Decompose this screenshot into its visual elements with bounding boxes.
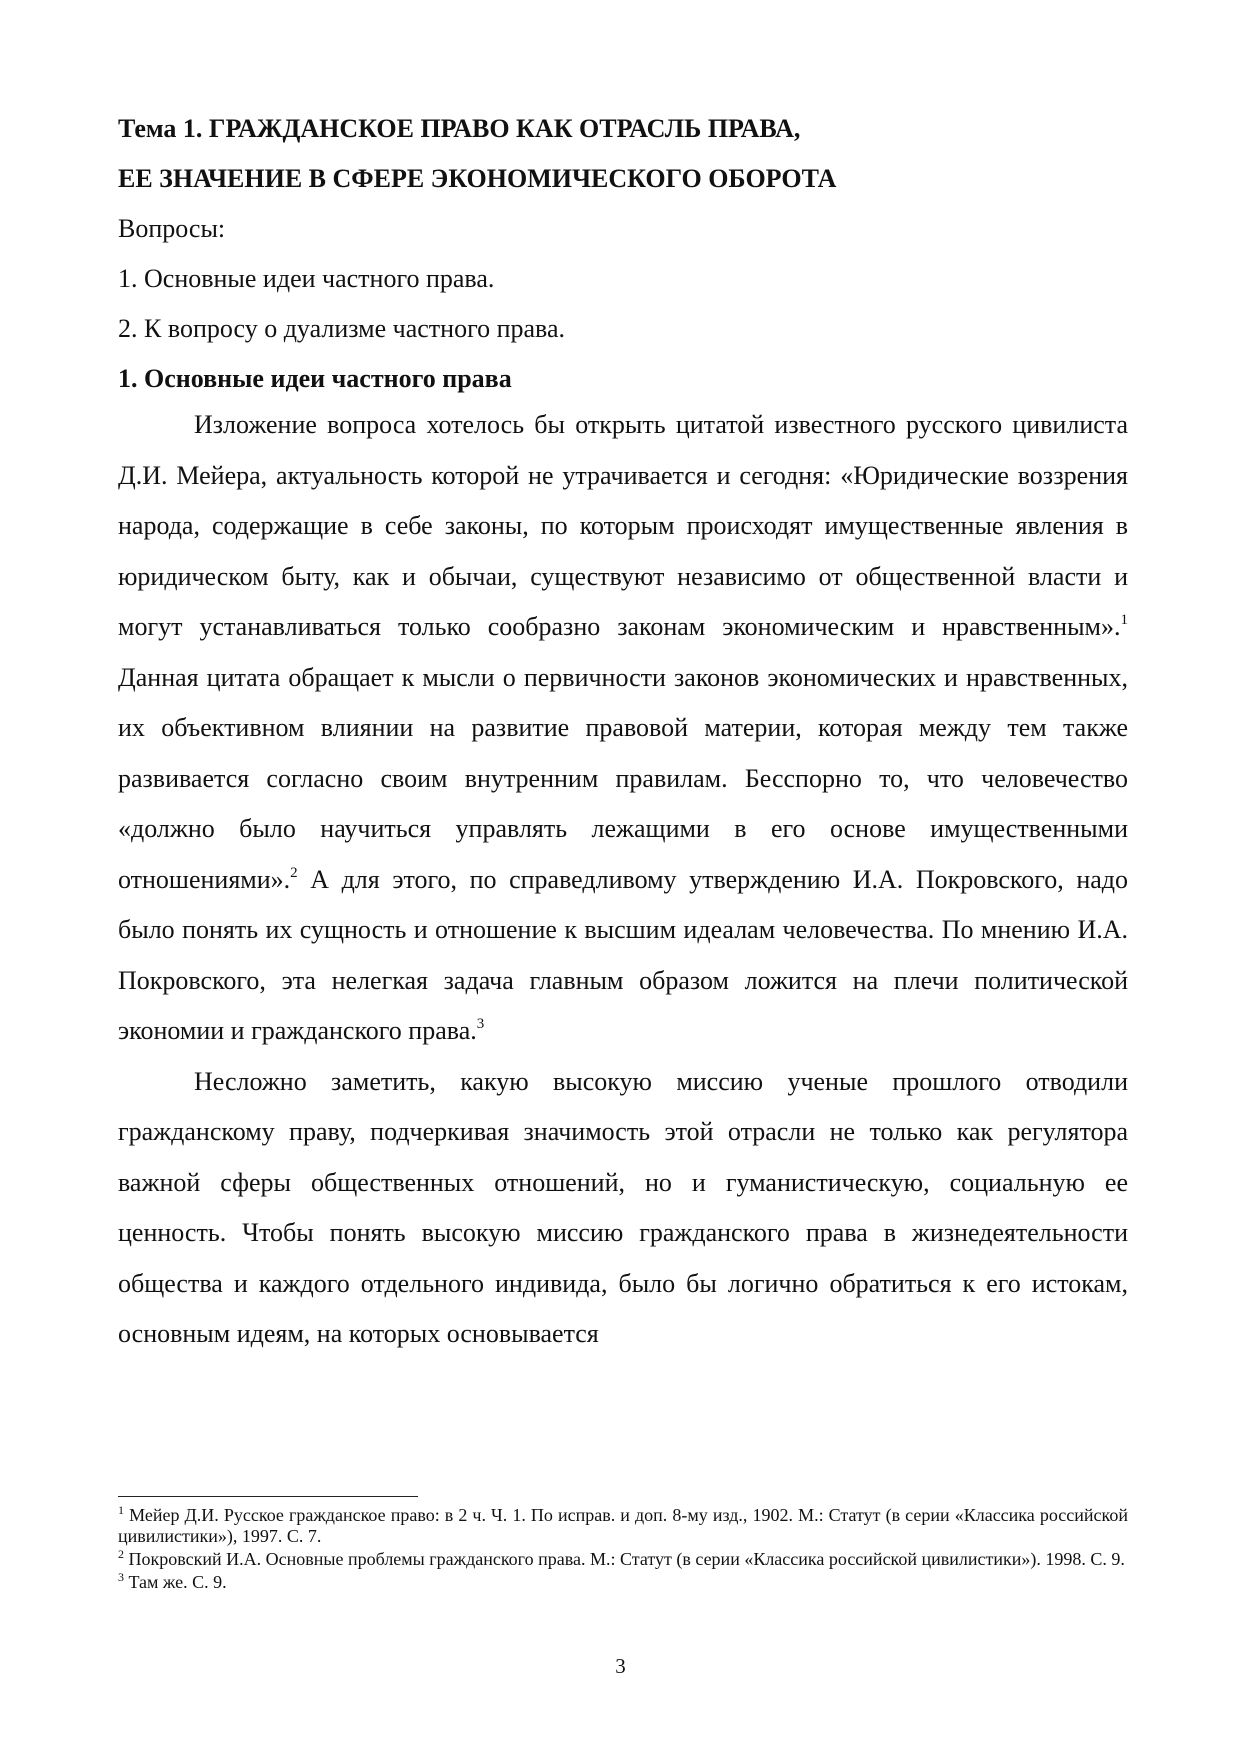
- footnote-1-mark: 1: [118, 1503, 124, 1517]
- paragraph-1-part-3: А для этого, по справедливому утверждению И.А. Покровского, надо было понять их сущность и отношение к высшим идеалам человечества. По мнению И.А. Покровского, эта нелегкая задача главным образом ложится на плечи политической экономии и гражданского права.: [118, 864, 1128, 1045]
- paragraph-1-part-1: Изложение вопроса хотелось бы открыть цитатой известного русского цивилиста Д.И. Мейера, актуальность которой не утрачивается и сегодня: «Юридические воззрения народа, содержащие в себе законы, по которым происходят имущественные явления в юридическом быту, как и обычаи, существуют независимо от общественной власти и могут устанавливаться только сообразно законам экономическим и нравственным».: [118, 410, 1128, 641]
- paragraph-1: [118, 400, 1128, 1057]
- footnote-ref-1: 1: [1120, 612, 1128, 628]
- footnotes: [118, 1505, 1128, 1595]
- paragraph-1-part-2: Данная цитата обращает к мысли о первичности законов экономических и нравственных, их объективном влиянии на развитие правовой материи, которая между тем также развивается согласно своим внутренним правилам. Бесспорно то, что человечество «должно было научиться управлять лежащими в его основе имущественными отношениями».: [118, 662, 1128, 894]
- footnote-2: [118, 1549, 1128, 1570]
- footnote-1-text: Мейер Д.И. Русское гражданское право: в 2 ч. Ч. 1. По исправ. и доп. 8-му изд., 1902. М.: Статут (в серии «Классика российской цивилистики»), 1997. С. 7.: [118, 1505, 1128, 1546]
- footnote-1: [118, 1505, 1128, 1547]
- paragraph-2: Несложно заметить, какую высокую миссию ученые прошлого отводили гражданскому праву, подчеркивая значимость этой отрасли не только как регулятора важной сферы общественных отношений, но и гуманистическую, социальную ее ценность. Чтобы понять высокую миссию гражданского права в жизнедеятельности общества и каждого отдельного индивида, было бы логично обратиться к его истокам, основным идеям, на которых основывается: [118, 1066, 1128, 1348]
- page-number: 3: [615, 1654, 626, 1678]
- questions-label: Вопросы:: [118, 214, 226, 243]
- footnote-ref-2: 2: [290, 864, 298, 881]
- footnote-separator: [118, 1496, 418, 1497]
- page-body: [118, 104, 1128, 1360]
- footnote-2-text: Покровский И.А. Основные проблемы гражданского права. М.: Статут (в серии «Классика российской цивилистики»). 1998. С. 9.: [124, 1549, 1125, 1569]
- footnote-3-mark: 3: [118, 1570, 124, 1584]
- topic-title-line-2: ЕЕ ЗНАЧЕНИЕ В СФЕРЕ ЭКОНОМИЧЕСКОГО ОБОРОТА: [118, 164, 837, 193]
- footnote-ref-3: 3: [476, 1016, 485, 1032]
- footnote-2-mark: 2: [118, 1547, 124, 1561]
- question-item-1: 1. Основные идеи частного права.: [118, 264, 495, 293]
- section-title: 1. Основные идеи частного права: [118, 364, 512, 393]
- footnote-3: [118, 1572, 1128, 1593]
- footnote-3-text: Там же. С. 9.: [124, 1572, 227, 1592]
- topic-title-line-1: Тема 1. ГРАЖДАНСКОЕ ПРАВО КАК ОТРАСЛЬ ПРАВА,: [118, 114, 801, 143]
- question-item-2: 2. К вопросу о дуализме частного права.: [118, 314, 566, 343]
